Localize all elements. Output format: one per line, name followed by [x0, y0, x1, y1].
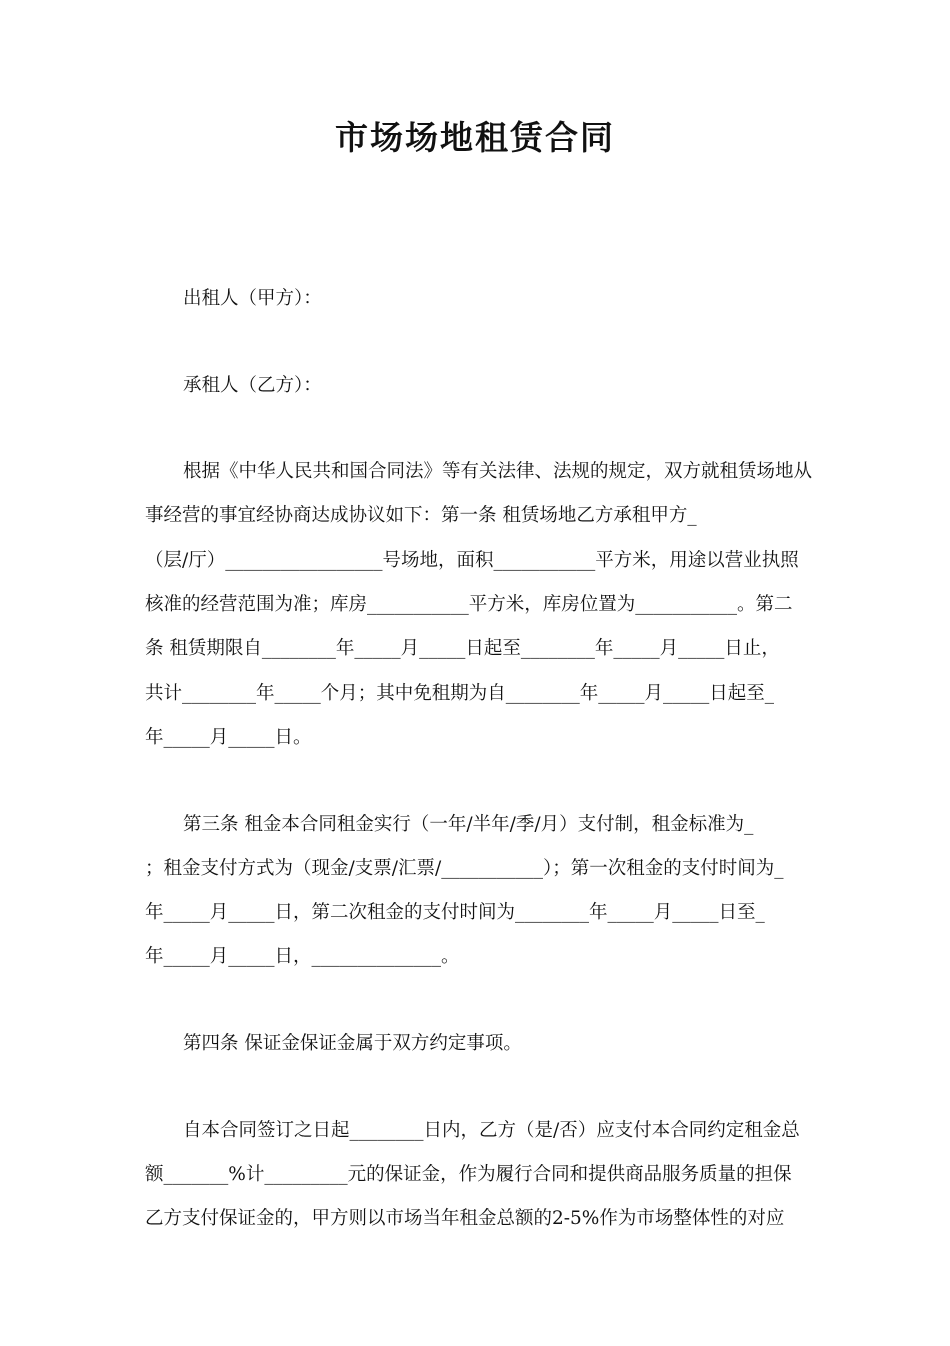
paragraph-line: 年_____月_____日，第二次租金的支付时间为________年_____月_____日至_ [145, 902, 765, 923]
paragraph-line: 乙方支付保证金的，甲方则以市场当年租金总额的2-5%作为市场整体性的对应 [145, 1208, 785, 1229]
paragraph-line: 年_____月_____日，______________。 [145, 946, 460, 967]
paragraph-line: 条 租赁期限自________年_____月_____日起至________年_____月_____日止， [145, 638, 780, 659]
paragraph-line: 额_______%计_________元的保证金，作为履行合同和提供商品服务质量的担保 [145, 1164, 792, 1185]
article-four-line: 第四条 保证金保证金属于双方约定事项。 [183, 1033, 522, 1054]
paragraph-line: 核准的经营范围为准；库房___________平方米，库房位置为___________。第二 [145, 594, 793, 615]
paragraph-line: 事经营的事宜经协商达成协议如下：第一条 租赁场地乙方承租甲方_ [145, 505, 697, 526]
paragraph-line: 共计________年_____个月；其中免租期为自________年_____月_____日起至_ [145, 683, 775, 704]
lessor-line: 出租人（甲方）： [183, 288, 322, 309]
paragraph-line: 年_____月_____日。 [145, 727, 312, 748]
paragraph-line: 第三条 租金本合同租金实行（一年/半年/季/月）支付制，租金标准为_ [183, 814, 754, 835]
paragraph-line: 根据《中华人民共和国合同法》等有关法律、法规的规定，双方就租赁场地从 [183, 461, 813, 482]
lessee-line: 承租人（乙方）： [183, 375, 322, 396]
paragraph-line: ；租金支付方式为（现金/支票/汇票/___________）；第一次租金的支付时间为_ [145, 858, 784, 879]
paragraph-line: 自本合同签订之日起________日内，乙方（是/否）应支付本合同约定租金总 [183, 1120, 800, 1141]
document-title: 市场场地租赁合同 [335, 118, 615, 157]
paragraph-line: （层/厅）_________________号场地，面积___________平方米，用途以营业执照 [145, 550, 799, 571]
